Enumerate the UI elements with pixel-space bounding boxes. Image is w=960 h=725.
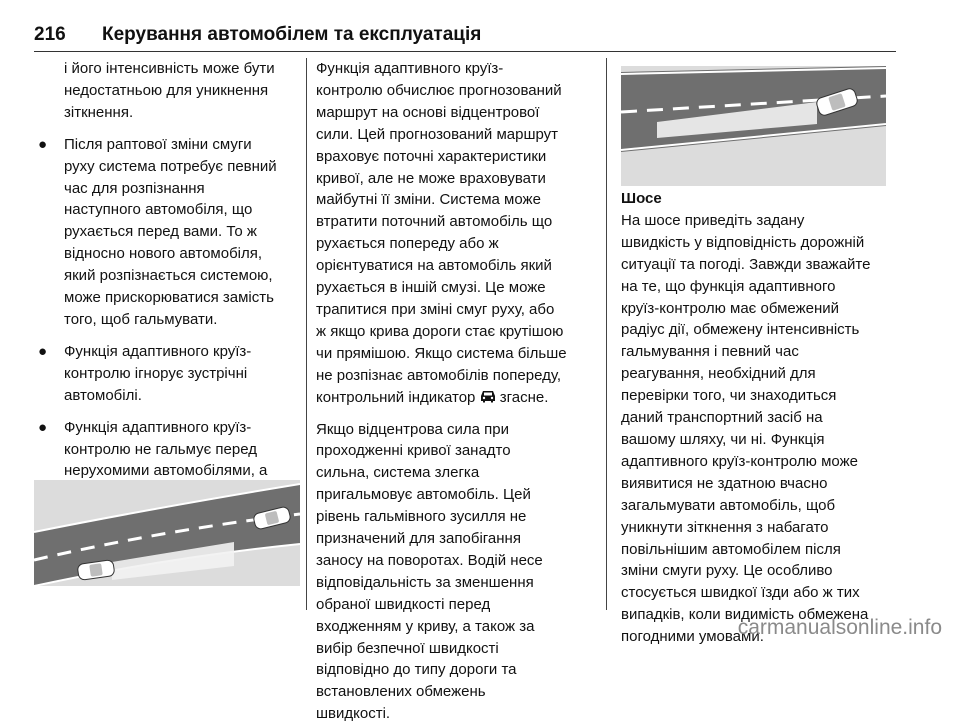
bullet-item-stationary: ● Функція адаптивного круїз- контролю не гальмує перед нерухомими автомобілями, а	[34, 417, 300, 527]
watermark: carmanualsonline.info	[738, 616, 942, 640]
paragraph-predicted-path: Функція адаптивного круїз- контролю обчислює прогнозований маршрут на основі відцентрової сили. Цей прогнозований маршрут враховує поточні характеристики кривої, але не може враховувати майбутні її зміни. Система може втратити поточний автомобіль що рухається попереду або ж орієнтуватися на автомобіль який рухається в іншій смузі. Це може трапитися при зміні смуг руху, або ж якщо крива дороги стає крутішою чи прямішою. Якщо система більше не розпізнає автомобілів попереду, контрольний індикатор згасне.	[316, 58, 597, 409]
bullet-item-oncoming: ● Функція адаптивного круїз- контролю ігнорує зустрічні автомобілі.	[34, 341, 300, 407]
chapter-title: Керування автомобілем та експлуатація	[102, 24, 481, 46]
page-number: 216	[34, 24, 66, 46]
bullet-dot-icon: ●	[38, 341, 47, 363]
bullet-item-lane-change: ● Після раптової зміни смуги руху система потребує певний час для розпізнання наступного автомобіля, що рухається перед вами. То ж відносно нового автомобіля, який розпізнається системою, може прискорюватися замість того, щоб гальмувати.	[34, 134, 300, 331]
highway-illustration	[621, 66, 886, 186]
column-right	[621, 188, 886, 648]
curve-road-graphic	[34, 480, 300, 586]
column-divider	[606, 58, 607, 610]
paragraph-centrifugal-force: Якщо відцентрова сила при проходженні кривої занадто сильна, система злегка пригальмовує автомобіль. Цей рівень гальмівного зусилля не призначений для запобігання заносу на поворотах. Водій несе відповідальність за зменшення обраної швидкості перед входженням у криву, а також за вибір безпечної швидкості відповідно до типу дороги та встановлених обмежень швидкості.	[316, 419, 597, 725]
curve-road-illustration	[34, 480, 300, 586]
paragraph-highway: На шосе приведіть задану швидкість у відповідність дорожній ситуації та погоді. Завжди зважайте на те, що функція адаптивного круїз-контролю має обмежений радіус дії, обмежену інтенсивність гальмування і певний час реагування, необхідний для перевірки того, чи знаходиться даний транспортний засіб на вашому шляху, чи ні. Функція адаптивного круїз-контролю може виявитися не здатною вчасно загальмувати автомобіль, щоб уникнути зіткнення з набагато повільнішим автомобілем після зміни смуги руху. Це особливо стосується швидкої їзди або ж тих випадків, коли видимість обмежена погодними умовами.	[621, 210, 886, 648]
bullet-dot-icon: ●	[38, 417, 47, 439]
section-heading-highway: Шосе	[621, 188, 886, 210]
car-front-indicator-icon	[480, 390, 496, 403]
header-rule	[34, 51, 896, 52]
intro-paragraph: і його інтенсивність може бути недостатньою для уникнення зіткнення.	[34, 58, 300, 124]
column-divider	[306, 58, 307, 610]
highway-graphic	[621, 66, 886, 186]
page-header	[34, 18, 896, 46]
bullet-dot-icon: ●	[38, 134, 47, 156]
column-middle	[316, 58, 597, 725]
